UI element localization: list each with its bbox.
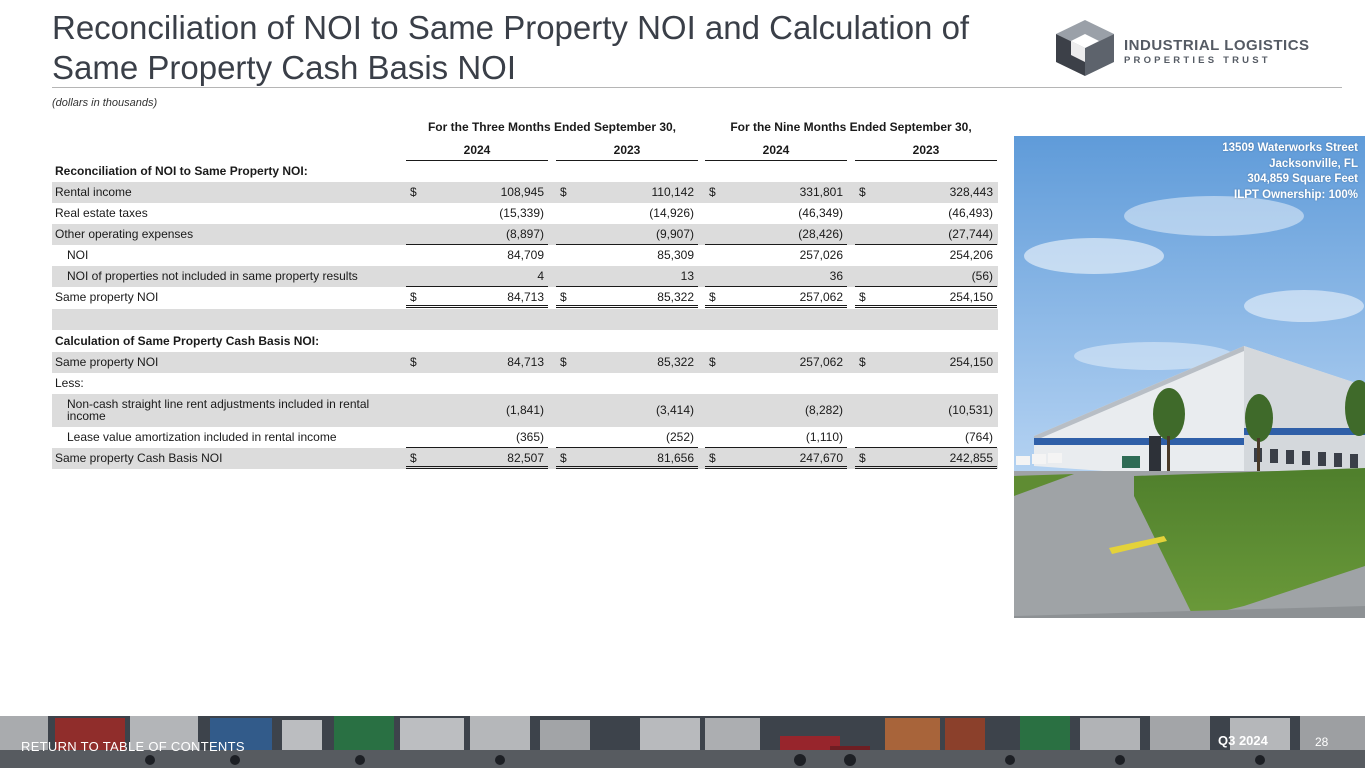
value-cell xyxy=(406,448,548,469)
currency-symbol: $ xyxy=(410,185,417,199)
return-to-toc-link[interactable]: RETURN TO TABLE OF CONTENTS xyxy=(21,739,245,754)
year-header: 2024 xyxy=(406,138,548,161)
value-cell xyxy=(406,287,548,308)
cell-value: 247,670 xyxy=(799,451,843,465)
value-cell xyxy=(556,448,698,469)
page-title: Reconciliation of NOI to Same Property NOI and Calculation of Same Property Cash Basis NOI xyxy=(52,9,970,86)
cell-value: 110,142 xyxy=(651,185,694,199)
row-label: Same property Cash Basis NOI xyxy=(55,451,223,465)
table-row xyxy=(52,427,998,448)
currency-symbol: $ xyxy=(560,290,567,304)
cell-value: 257,062 xyxy=(799,355,843,369)
cell-value: (365) xyxy=(515,430,544,444)
cell-value: 84,713 xyxy=(507,355,544,369)
cell-value: 257,026 xyxy=(799,248,843,262)
row-label: Calculation of Same Property Cash Basis NOI: xyxy=(55,334,320,348)
cell-value: 81,656 xyxy=(657,451,694,465)
value-cell xyxy=(556,203,698,224)
value-cell xyxy=(556,427,698,448)
row-label: Same property NOI xyxy=(55,355,159,369)
property-photo xyxy=(1014,136,1365,618)
cell-value: (15,339) xyxy=(499,206,544,220)
value-cell xyxy=(855,224,997,245)
cell-value: 328,443 xyxy=(949,185,993,199)
value-cell xyxy=(855,182,997,203)
value-cell xyxy=(855,245,997,266)
cell-value: 254,150 xyxy=(949,355,993,369)
value-cell xyxy=(855,266,997,287)
cell-value: (46,349) xyxy=(798,206,843,220)
row-label: Less: xyxy=(55,376,84,390)
property-square-feet: 304,859 Square Feet xyxy=(1247,173,1358,185)
cell-value: (3,414) xyxy=(655,403,694,417)
value-cell xyxy=(556,394,698,427)
table-row xyxy=(52,161,998,182)
cell-value: 85,309 xyxy=(657,248,694,262)
cell-value: (8,897) xyxy=(505,227,544,241)
value-cell xyxy=(855,394,997,427)
currency-symbol: $ xyxy=(709,451,716,465)
table-row xyxy=(52,224,998,245)
value-cell xyxy=(556,352,698,373)
table-row xyxy=(52,309,998,330)
currency-symbol: $ xyxy=(859,290,866,304)
value-cell xyxy=(705,245,847,266)
row-label: Non-cash straight line rent adjustments included in rental income xyxy=(67,397,370,423)
currency-symbol: $ xyxy=(709,290,716,304)
value-cell xyxy=(855,448,997,469)
currency-symbol: $ xyxy=(410,451,417,465)
year-header: 2024 xyxy=(705,138,847,161)
cell-value: 254,206 xyxy=(949,248,993,262)
cell-value: 242,855 xyxy=(949,451,993,465)
cell-value: 82,507 xyxy=(507,451,544,465)
value-cell xyxy=(705,352,847,373)
value-cell xyxy=(705,394,847,427)
cell-value: 85,322 xyxy=(657,290,694,304)
value-cell xyxy=(705,287,847,308)
cell-value: 257,062 xyxy=(799,290,843,304)
value-cell xyxy=(855,287,997,308)
company-logo xyxy=(1054,20,1334,76)
table-row xyxy=(52,394,998,427)
logo-wordmark-line1: INDUSTRIAL LOGISTICS xyxy=(1124,37,1310,54)
currency-symbol: $ xyxy=(859,451,866,465)
value-cell xyxy=(406,224,548,245)
table-row xyxy=(52,448,998,469)
value-cell xyxy=(855,427,997,448)
units-note: (dollars in thousands) xyxy=(52,97,158,109)
cell-value: (1,110) xyxy=(805,430,843,444)
report-quarter: Q3 2024 xyxy=(1218,733,1268,748)
logo-wordmark-line2: PROPERTIES TRUST xyxy=(1124,55,1271,66)
row-label: Rental income xyxy=(55,185,132,199)
row-label: Same property NOI xyxy=(55,290,159,304)
table-row xyxy=(52,203,998,224)
row-label: Other operating expenses xyxy=(55,227,194,241)
value-cell xyxy=(406,394,548,427)
group-header-row xyxy=(52,113,998,135)
value-cell xyxy=(556,182,698,203)
value-cell xyxy=(705,448,847,469)
cell-value: (252) xyxy=(665,430,694,444)
cell-value: 13 xyxy=(680,269,694,283)
value-cell xyxy=(705,427,847,448)
currency-symbol: $ xyxy=(560,355,567,369)
cube-logo-icon xyxy=(1054,20,1116,76)
property-ownership: ILPT Ownership: 100% xyxy=(1234,188,1358,201)
table-row xyxy=(52,287,998,308)
row-label: Reconciliation of NOI to Same Property NOI: xyxy=(55,164,308,178)
warehouse-photo-image xyxy=(1014,136,1365,618)
value-cell xyxy=(705,182,847,203)
property-address: 13509 Waterworks Street xyxy=(1222,142,1358,154)
cell-value: (56) xyxy=(971,269,993,283)
value-cell xyxy=(705,203,847,224)
cell-value: (9,907) xyxy=(655,227,694,241)
row-label: Real estate taxes xyxy=(55,206,148,220)
value-cell xyxy=(406,352,548,373)
cell-value: 4 xyxy=(537,269,544,283)
cell-value: (46,493) xyxy=(948,206,993,220)
currency-symbol: $ xyxy=(560,185,567,199)
cell-value: 84,709 xyxy=(507,248,544,262)
row-label: NOI of properties not included in same property results xyxy=(67,269,358,283)
row-label: Lease value amortization included in rental income xyxy=(67,430,337,444)
value-cell xyxy=(406,266,548,287)
value-cell xyxy=(705,266,847,287)
cell-value: (27,744) xyxy=(948,227,993,241)
table-row xyxy=(52,373,998,394)
table-row xyxy=(52,331,998,352)
group-header-three-months: For the Three Months Ended September 30, xyxy=(427,120,677,134)
table-row xyxy=(52,266,998,287)
value-cell xyxy=(705,224,847,245)
table-row xyxy=(52,352,998,373)
value-cell xyxy=(406,182,548,203)
cell-value: 254,150 xyxy=(949,290,993,304)
cell-value: 331,801 xyxy=(799,185,843,199)
value-cell xyxy=(556,245,698,266)
year-header: 2023 xyxy=(855,138,997,161)
table-row xyxy=(52,245,998,266)
value-cell xyxy=(855,203,997,224)
row-label: NOI xyxy=(67,248,89,262)
cell-value: (8,282) xyxy=(804,403,843,417)
cell-value: (28,426) xyxy=(798,227,843,241)
value-cell xyxy=(406,427,548,448)
value-cell xyxy=(855,352,997,373)
cell-value: 84,713 xyxy=(507,290,544,304)
currency-symbol: $ xyxy=(410,355,417,369)
currency-symbol: $ xyxy=(859,185,866,199)
table-row xyxy=(52,182,998,203)
currency-symbol: $ xyxy=(560,451,567,465)
title-divider xyxy=(52,87,1342,88)
value-cell xyxy=(556,287,698,308)
cell-value: (10,531) xyxy=(948,403,993,417)
cell-value: (14,926) xyxy=(649,206,694,220)
currency-symbol: $ xyxy=(410,290,417,304)
property-caption xyxy=(1222,141,1358,203)
currency-symbol: $ xyxy=(709,355,716,369)
year-header-row xyxy=(52,138,998,161)
cell-value: 36 xyxy=(829,269,843,283)
currency-symbol: $ xyxy=(709,185,716,199)
value-cell xyxy=(406,203,548,224)
currency-symbol: $ xyxy=(859,355,866,369)
cell-value: 108,945 xyxy=(500,185,544,199)
page-number: 28 xyxy=(1315,735,1329,749)
property-city: Jacksonville, FL xyxy=(1269,157,1358,170)
value-cell xyxy=(556,224,698,245)
year-header: 2023 xyxy=(556,138,698,161)
cell-value: (1,841) xyxy=(505,403,544,417)
value-cell xyxy=(406,245,548,266)
cell-value: 85,322 xyxy=(657,355,694,369)
value-cell xyxy=(556,266,698,287)
cell-value: (764) xyxy=(964,430,993,444)
group-header-nine-months: For the Nine Months Ended September 30, xyxy=(730,120,972,134)
